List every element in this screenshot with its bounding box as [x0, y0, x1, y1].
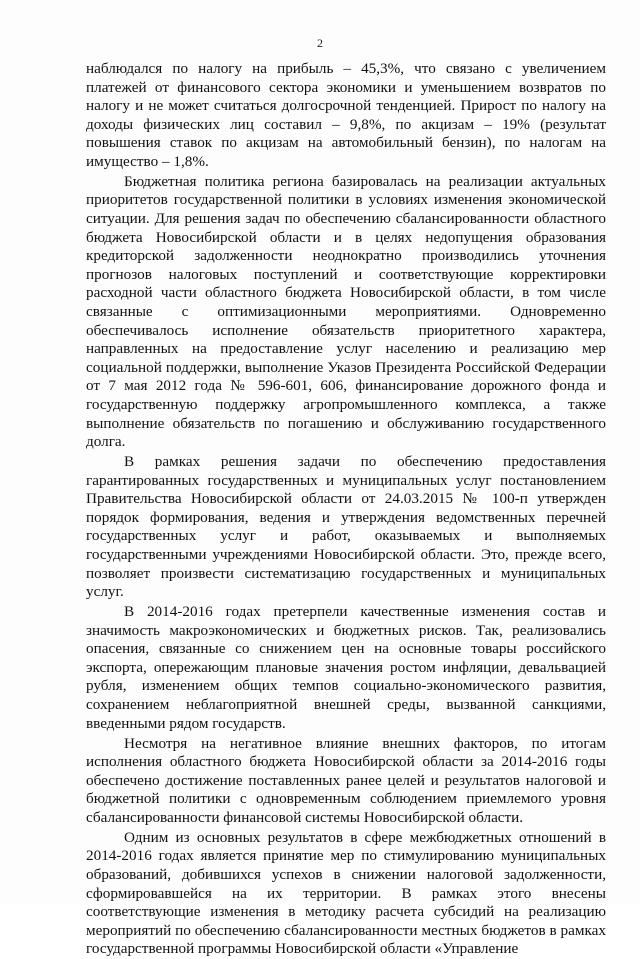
page-number: 2 [317, 36, 323, 50]
paragraph-budget-policy: Бюджетная политика региона базировалась на реализации актуальных приоритетов государственной политики в условиях изменения экономической ситуации. Для решения задач по обеспечению сбалансированности областного бюджета Новосибирской области и в целях недопущения образования кредиторской задолженности неоднократно производились уточнения прогнозов налоговых поступлений и соответствующие корректировки расходной части областного бюджета Новосибирской области, в том числе связанные с оптимизационными мероприятиями. Одновременно обеспечивалось исполнение обязательств приоритетного характера, направленных на предоставление услуг населению и реализацию мер социальной поддержки, выполнение Указов Президента Российской Федерации от 7 мая 2012 года № 596-601, 606, финансирование дорожного фонда и государственную поддержку агропромышленного комплекса, а также выполнение обязательств по погашению и обслуживанию государственного долга. [86, 172, 606, 451]
paragraph-interbudget-relations: Одним из основных результатов в сфере межбюджетных отношений в 2014-2016 годах является принятие мер по стимулированию муниципальных образований, добившихся успехов в снижении налоговой задолженности, сформировавшейся на их территории. В рамках этого внесены соответствующие изменения в методику расчета субсидий на реализацию мероприятий по обеспечению сбалансированности местных бюджетов в рамках государственной программы Новосибирской области «Управление [86, 828, 606, 958]
paragraph-macro-risks: В 2014-2016 годах претерпели качественные изменения состав и значимость макроэкономических и бюджетных рисков. Так, реализовались опасения, связанные со снижением цен на основные товары российского экспорта, опережающим плановые значения ростом инфляции, девальвацией рубля, изменением общих темпов социально-экономического развития, сохранением неблагоприятной внешней среды, вызванной санкциями, введенными рядом государств. [86, 603, 606, 732]
paragraph-public-services: В рамках решения задачи по обеспечению предоставления гарантированных государственных и муниципальных услуг постановлением Правительства Новосибирской области от 24.03.2015 № 100-п утвержден порядок формирования, ведения и утверждения ведомственных перечней государственных услуг и работ, оказываемых и выполняемых государственными учреждениями Новосибирской области. Это, прежде всего, позволяет произвести систематизацию государственных и муниципальных услуг. [86, 453, 606, 601]
document-body [86, 60, 606, 959]
paragraph-tax-revenue-growth: наблюдался по налогу на прибыль – 45,3%, что связано с увеличением платежей от финансового сектора экономики и уменьшением возвратов по налогу и не может считаться долгосрочной тенденцией. Прирост по налогу на доходы физических лиц составил – 9,8%, по акцизам – 19% (результат повышения ставок по акцизам на автомобильный бензин), по налогам на имущество – 1,8%. [86, 60, 606, 170]
paragraph-budget-results: Несмотря на негативное влияние внешних факторов, по итогам исполнения областного бюджета Новосибирской области за 2014-2016 годы обеспечено достижение поставленных ранее целей и результатов налоговой и бюджетной политики с одновременным соблюдением приемлемого уровня сбалансированности финансовой системы Новосибирской области. [86, 734, 606, 826]
